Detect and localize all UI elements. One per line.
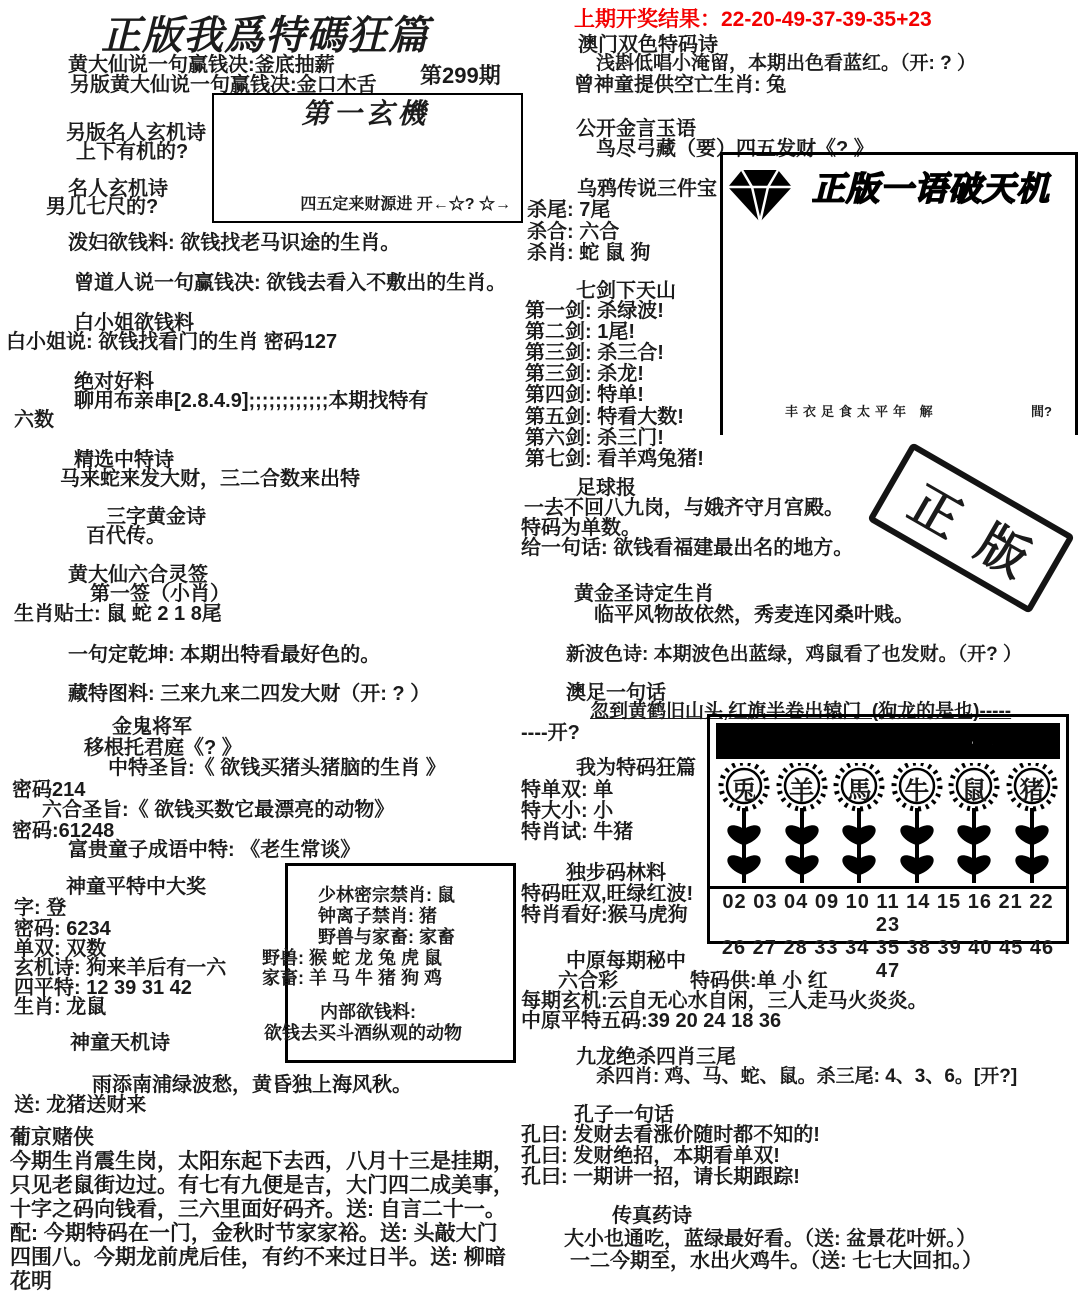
zhongyuan-line1a: 六合彩: [558, 970, 618, 992]
authentic-stamp: [867, 442, 1075, 614]
jingui-heading: 金鬼将军: [112, 716, 192, 738]
shaolin-line6: 内部欲钱料:: [320, 1002, 416, 1022]
tianji-heading: 神童天机诗: [70, 1032, 170, 1054]
sanzi-heading: 三字黄金诗: [106, 506, 206, 528]
mingren-alt-heading: 另版名人玄机诗: [66, 122, 206, 144]
sunflower-title: 東方葵花六肖料: [716, 723, 1060, 759]
kongzi-line3: 孔曰: 一期讲一招，请长期跟踪!: [521, 1166, 800, 1188]
previous-result-numbers: 22-20-49-37-39-35+23: [721, 8, 932, 31]
dubu-heading: 独步码林料: [566, 862, 666, 884]
aomen-line2: 曾神童提供空亡生肖: 兔: [574, 74, 787, 96]
zhongyuan-line1b: 特码供:单 小 红: [690, 970, 828, 992]
kongzi-line2: 孔曰: 发财绝招，本期看单双!: [521, 1145, 780, 1167]
jingxuan-line: 马来蛇来发大财，三二合数来出特: [60, 468, 360, 490]
mingren-line: 男儿七尺的?: [46, 196, 159, 218]
qijian-heading: 七剑下天山: [576, 280, 676, 302]
sunflower-icon: [891, 763, 943, 883]
shaolin-line2: 钟离子禁肖: 猪: [318, 906, 437, 926]
sanzi-line: 百代传。: [86, 525, 166, 547]
gongkai-line: 鸟尽弓藏（要）四五发财《? 》: [596, 138, 874, 160]
cangte-line: 藏特图料: 三来九来二四发大财（开: ? ）: [68, 683, 431, 705]
sunflower-box: [707, 714, 1069, 982]
baixiaojie-line: 白小姐说: 欲钱找看门的生肖 密码127: [6, 331, 338, 353]
chuanzhen-line1: 大小也通吃，蓝绿最好看。（送: 盆景花叶妍。）: [564, 1228, 977, 1250]
potianji-note-right: 間?: [1031, 404, 1052, 419]
sword-line-2: 第二剑: 1尾!: [525, 321, 635, 343]
chuanzhen-heading: 传真药诗: [612, 1205, 692, 1227]
stamp-char-1: 正: [899, 475, 971, 549]
lingqian-heading: 黄大仙六合灵签: [68, 564, 208, 586]
pujing-para2: 只见老鼠街边过。有七有九便是吉，大门四二成美事，: [10, 1174, 514, 1197]
shentong-line2: 密码: 6234: [14, 918, 111, 940]
potianji-note-left: 丰衣足食太平年 解: [785, 404, 938, 419]
jingui-line3: 密码214: [12, 779, 86, 801]
sunflower-zodiac: 鼠: [961, 777, 987, 805]
pofu-line: 泼妇欲钱料: 欲钱找老马识途的生肖。: [68, 232, 401, 254]
sunflower-icon: [718, 763, 770, 883]
sunflower-zodiac: 兎: [731, 777, 757, 805]
sword-line-7: 第六剑: 杀三门!: [525, 427, 664, 449]
pujing-heading: 葡京赌侠: [10, 1126, 94, 1149]
pujing-para3: 十字之码向钱看，三六里面好码齐。送: 自言二十一。: [10, 1198, 506, 1221]
sunflower-zodiac: 羊: [789, 777, 815, 805]
sunflower-zodiac: 牛: [904, 777, 930, 805]
jingxuan-heading: 精选中特诗: [74, 449, 174, 471]
pujing-para5: 四围八。今期龙前虎后佳，有约不来过日半。送: 柳暗: [10, 1246, 506, 1269]
shentong-heading: 神童平特中大奖: [66, 876, 206, 898]
shaolin-line4: 野兽: 猴 蛇 龙 兔 虎 鼠: [262, 948, 442, 968]
previous-result-label: 上期开奖结果：: [574, 8, 721, 31]
tianji-line2: 送: 龙猪送财来: [14, 1094, 147, 1116]
jingui-line5: 密码:61248: [12, 820, 115, 842]
sunflower-icon: [948, 763, 1000, 883]
xinbose-line: 新波色诗: 本期波色出蓝绿，鸡鼠看了也发财。（开? ）: [566, 644, 1022, 665]
shentong-line3: 单双: 双数: [14, 938, 107, 960]
lingqian-line1: 第一签（小肖）: [90, 583, 230, 605]
huangjin-line: 临平风物故依然，秀麦连冈桑叶贱。: [594, 604, 914, 626]
kongzi-heading: 孔子一句话: [574, 1104, 674, 1126]
shentong-line4: 玄机诗: 狗来羊后有一六: [14, 957, 227, 979]
huang-line-2: 另版黄大仙说一句赢钱决:金口木舌: [70, 74, 377, 96]
wuya-heading: 乌鸦传说三件宝: [577, 178, 717, 200]
mingren-alt-line: 上下有机的?: [76, 141, 189, 163]
wuya-line3: 杀肖: 蛇 鼠 狗: [527, 242, 651, 264]
huang-line-1: 黄大仙说一句赢钱决:釜底抽薪: [68, 54, 335, 76]
pujing-para1: 今期生肖震生岗，太阳东起下去西，八月十三是挂期，: [10, 1150, 514, 1173]
zhongyuan-heading: 中原每期秘中: [566, 950, 686, 972]
juedui-line1: 聊用布亲串[2.8.4.9];;;;;;;;;;;;本期找特有: [74, 390, 429, 412]
shentong-line1: 字: 登: [14, 897, 67, 919]
sunflower-zodiac: 猪: [1019, 777, 1045, 805]
wowei-line3: 特肖试: 牛猪: [521, 821, 634, 843]
dubu-line2: 特肖看好:猴马虎狗: [521, 904, 688, 926]
shentong-line6: 生肖: 龙鼠: [14, 996, 107, 1018]
sunflower-numbers: [710, 886, 1066, 982]
zengdao-line: 曾道人说一句赢钱决: 欲钱去看入不敷出的生肖。: [74, 272, 507, 294]
wuya-line1: 杀尾: 7尾: [527, 199, 611, 221]
sword-line-8: 第七剑: 看羊鸡兔猪!: [525, 448, 704, 470]
shentong-line5: 四平特: 12 39 31 42: [14, 977, 192, 999]
juedui-line2: 六数: [14, 409, 54, 431]
aozu-line2: ----开?: [521, 722, 580, 744]
shaolin-line5: 家畜: 羊 马 牛 猪 狗 鸡: [262, 968, 442, 988]
jingui-line2: 中特圣旨:《 欲钱买猪头猪脑的生肖 》: [108, 757, 446, 779]
shaolin-line3: 野兽与家畜: 家畜: [318, 927, 455, 947]
sword-line-6: 第五剑: 特看大数!: [525, 406, 684, 428]
kongzi-line1: 孔曰: 发财去看涨价随时都不知的!: [521, 1124, 820, 1146]
huangjin-heading: 黄金圣诗定生肖: [574, 583, 714, 605]
zuqiu-line2: 特码为单数。: [521, 517, 641, 539]
aomen-line1: 浅斟低唱小淹留，本期出色看蓝红。（开: ? ）: [596, 53, 976, 74]
aomen-heading: 澳门双色特码诗: [578, 34, 718, 56]
gongkai-heading: 公开金言玉语: [576, 118, 696, 140]
sunflower-icon: [833, 763, 885, 883]
wuya-line2: 杀合: 六合: [527, 221, 620, 243]
shaolin-line1: 少林密宗禁肖: 鼠: [318, 885, 455, 905]
previous-result-line: [574, 8, 932, 31]
shaolin-line7: 欲钱去买斗酒纵观的动物: [264, 1023, 462, 1043]
baixiaojie-heading: 白小姐欲钱料: [74, 312, 194, 334]
lingqian-line2: 生肖贴士: 鼠 蛇 2 1 8尾: [14, 603, 222, 625]
pujing-para4: 配: 今期特码在一门，金秋时节家家裕。送: 头敲大门: [10, 1222, 498, 1245]
yiju-line: 一句定乾坤: 本期出特看最好色的。: [68, 644, 381, 666]
sword-line-1: 第一剑: 杀绿波!: [525, 300, 664, 322]
issue-number: 第299期: [420, 63, 501, 88]
sunflower-row: [718, 763, 1058, 885]
pujing-para6: 花明: [10, 1270, 52, 1293]
tianji-line1: 雨添南浦绿波愁，黄昏独上海风秋。: [92, 1074, 412, 1096]
sword-line-3: 第三剑: 杀三合!: [525, 342, 664, 364]
stamp-char-2: 版: [967, 514, 1039, 588]
jingui-line4: 六合圣旨:《 欲钱买数它最漂亮的动物》: [42, 799, 395, 821]
juedui-heading: 绝对好料: [74, 371, 154, 393]
sunflower-zodiac: 馬: [846, 777, 872, 805]
zuqiu-line1: 一去不回八九岗，与娥齐守月宫殿。: [524, 497, 844, 519]
first-mystery-line: 四五定来财源进 开←☆? ☆→: [300, 196, 511, 213]
zuqiu-heading: 足球报: [576, 477, 636, 499]
jiulong-line: 杀四肖: 鸡、马、蛇、鼠。杀三尾: 4、3、6。[开?]: [596, 1066, 1018, 1087]
zhongyuan-line2: 每期玄机:云自无心水自闲，三人走马火炎炎。: [521, 990, 928, 1012]
sunflower-icon: [776, 763, 828, 883]
sword-line-5: 第四剑: 特单!: [525, 384, 644, 406]
dubu-line1: 特码旺双,旺绿红波!: [521, 883, 694, 905]
zhongyuan-line3: 中原平特五码:39 20 24 18 36: [521, 1010, 782, 1032]
wowei-line1: 特单双: 单: [521, 779, 614, 801]
zuqiu-line3: 给一句话: 欲钱看福建最出名的地方。: [521, 537, 854, 559]
sword-line-4: 第三剑: 杀龙!: [525, 363, 644, 385]
jiulong-heading: 九龙绝杀四肖三尾: [576, 1046, 736, 1068]
numbers-row-1: 02 03 04 09 10 11 14 15 16 21 22 23: [722, 891, 1054, 936]
jingui-line1: 移根托君庭《? 》: [84, 737, 242, 759]
first-mystery-title: 第一玄機: [301, 98, 430, 129]
aozu-line1: 忽到黄鹤旧山头,红旗半卷出辕门. (狗龙的是也)-----: [590, 701, 1012, 722]
wowei-line2: 特大小: 小: [521, 800, 614, 822]
sunflower-icon: [1006, 763, 1058, 883]
chuanzhen-line2: 一二今期至，水出火鸡牛。（送: 七七大回扣。）: [570, 1250, 983, 1272]
jingui-line6: 富贵童子成语中特: 《老生常谈》: [68, 839, 361, 861]
diamond-icon: [725, 167, 795, 230]
mingren-heading: 名人玄机诗: [68, 178, 168, 200]
numbers-row-2: 26 27 28 33 34 35 38 39 40 45 46 47: [721, 937, 1055, 982]
page-title: 正版我爲特碼狂篇: [101, 14, 429, 58]
potianji-box: [720, 152, 1078, 435]
potianji-title: 正版一语破天机: [812, 170, 1050, 207]
aozu-heading: 澳足一句话: [566, 682, 666, 704]
wowei-heading: 我为特码狂篇: [576, 757, 696, 779]
